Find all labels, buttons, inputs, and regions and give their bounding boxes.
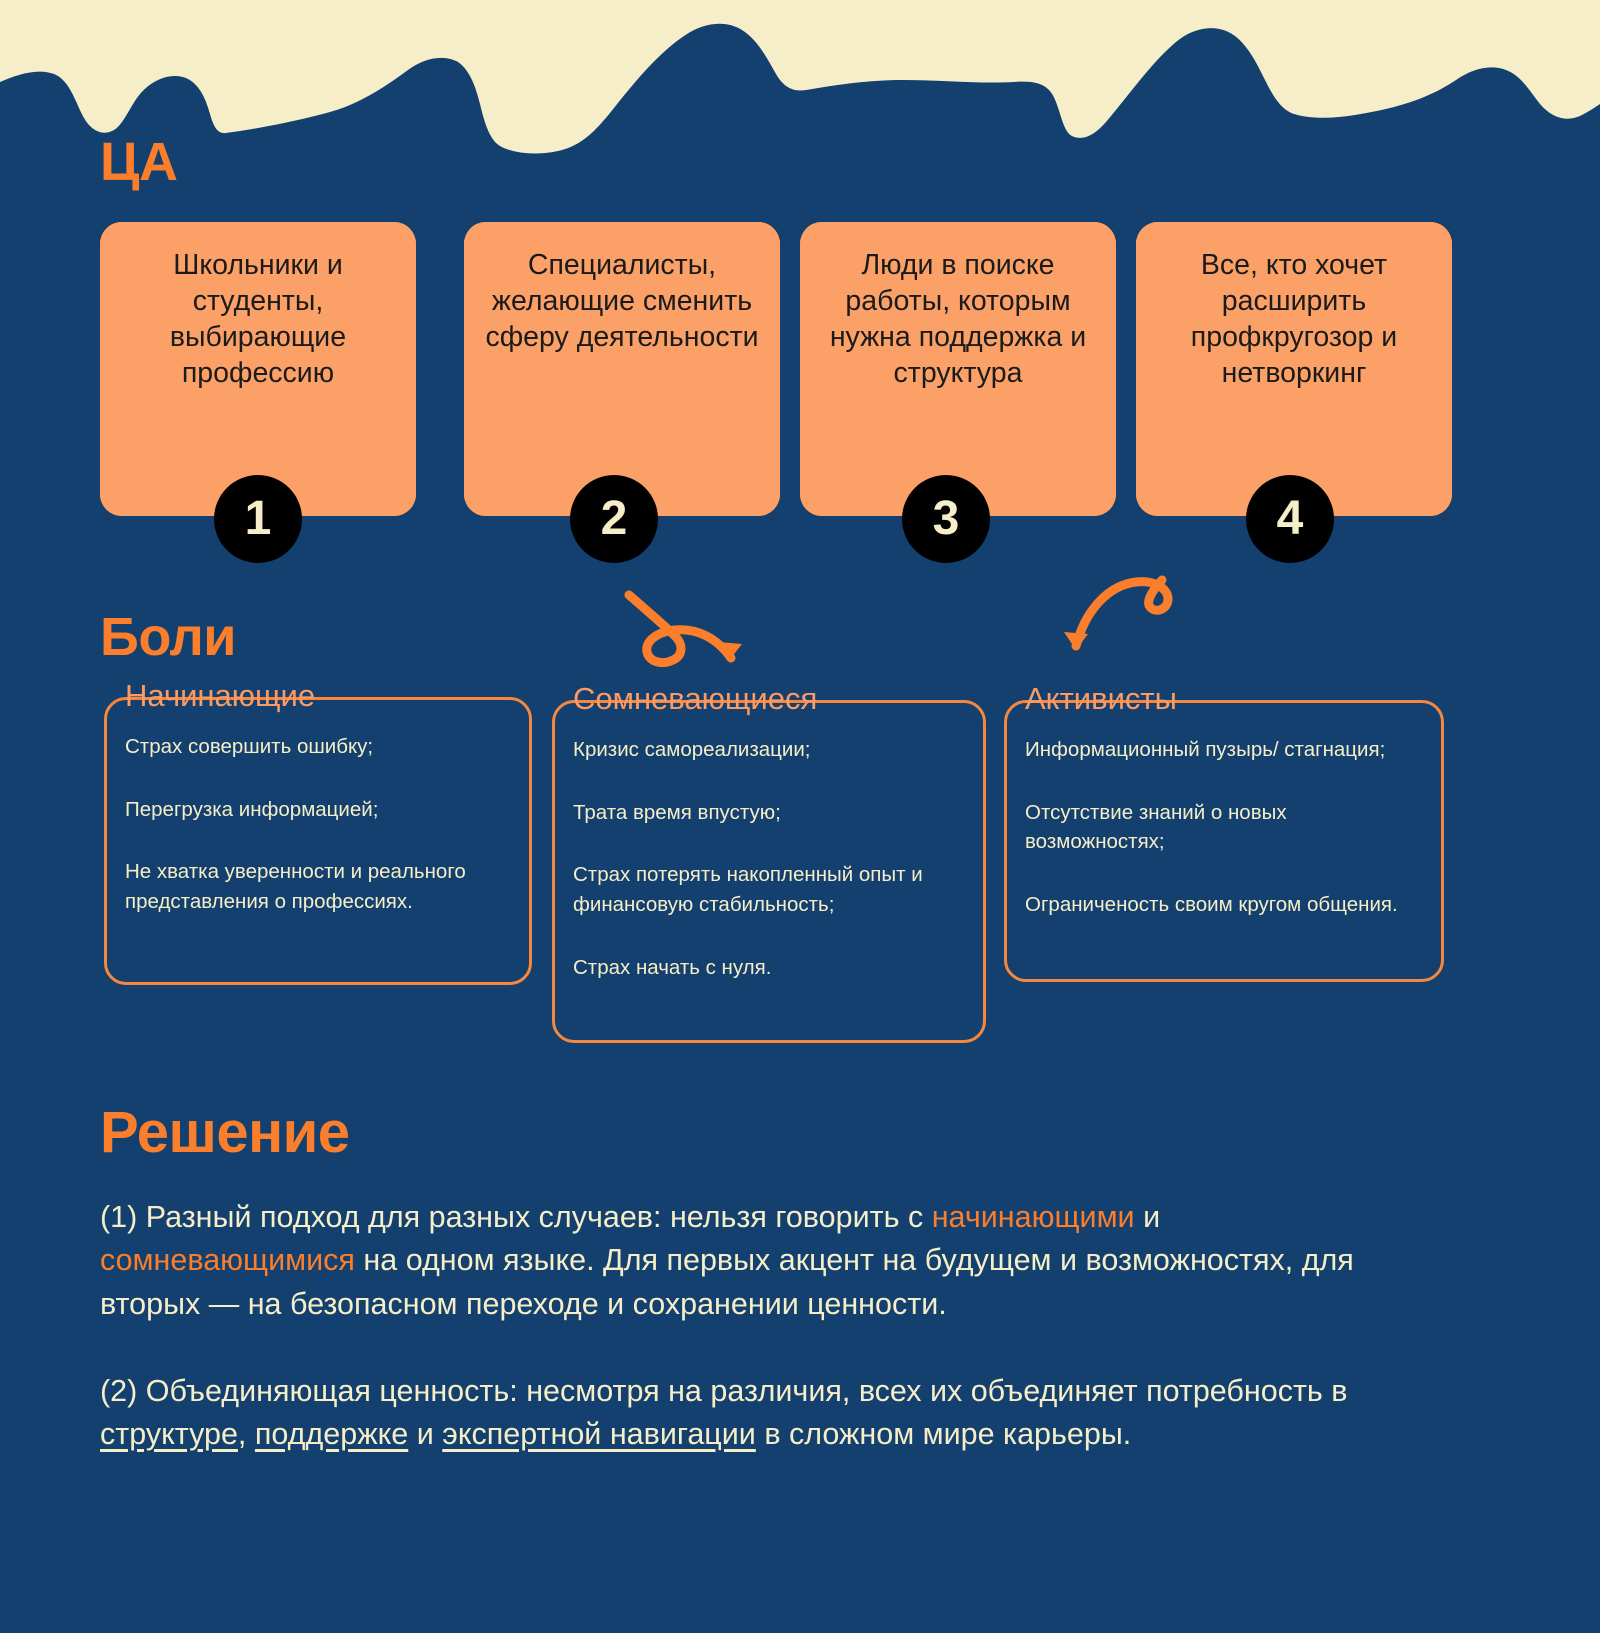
solution-text: и bbox=[1134, 1200, 1161, 1234]
solution-highlight-beginners: начинающими bbox=[931, 1200, 1135, 1234]
pain-item: Страх совершить ошибку; bbox=[125, 735, 374, 758]
pain-box-header: Начинающие bbox=[125, 678, 316, 713]
solution-paragraph-2 bbox=[100, 1370, 1400, 1457]
pain-box-activists bbox=[1004, 681, 1444, 982]
pain-box-beginners bbox=[104, 678, 532, 985]
pain-item: Страх потерять накопленный опыт и финансовую стабильность; bbox=[573, 863, 923, 917]
solution-text: (2) Объединяющая ценность: несмотря на различия, всех их объединяет потребность в bbox=[100, 1373, 1348, 1408]
audience-badge-2: 2 bbox=[570, 475, 658, 563]
solution-text: в сложном мире карьеры. bbox=[755, 1417, 1132, 1452]
audience-card-label: Специалисты, желающие сменить сферу деятельности bbox=[485, 249, 759, 353]
audience-card-row bbox=[100, 222, 1510, 545]
page-title-solution: Решение bbox=[100, 1100, 350, 1165]
pain-item: Отсутствие знаний о новых возможностях; bbox=[1025, 800, 1287, 854]
audience-card-label: Школьники и студенты, выбирающие профессию bbox=[169, 249, 347, 389]
audience-badge-3: 3 bbox=[902, 475, 990, 563]
curly-arrow-icon-1 bbox=[605, 558, 775, 678]
pain-item-list bbox=[125, 732, 515, 917]
audience-card-3[interactable] bbox=[800, 222, 1116, 516]
solution-underline-support: поддержке bbox=[254, 1417, 409, 1452]
pain-box-header: Сомневающиеся bbox=[573, 681, 818, 716]
solution-body bbox=[100, 1196, 1400, 1456]
pain-item-list bbox=[573, 735, 969, 983]
arrow-head-icon bbox=[1064, 632, 1088, 650]
solution-text: на одном языке. Для первых акцент на будущем и возможностях, для вторых — на безопасном переходе и сохранении ценности. bbox=[100, 1243, 1354, 1321]
audience-card-4[interactable] bbox=[1136, 222, 1452, 516]
solution-text: и bbox=[408, 1417, 443, 1452]
solution-highlight-doubters: сомневающимися bbox=[100, 1243, 355, 1278]
pain-item: Трата время впустую; bbox=[573, 800, 781, 824]
curly-arrow-icon-2 bbox=[1050, 558, 1180, 678]
pain-item: Страх начать с нуля. bbox=[573, 955, 772, 979]
pain-box-doubters bbox=[552, 681, 986, 1043]
solution-paragraph-1 bbox=[100, 1196, 1400, 1326]
solution-underline-navigation: экспертной навигации bbox=[442, 1417, 756, 1452]
pain-item-list bbox=[1025, 735, 1427, 920]
audience-card-label: Все, кто хочет расширить профкругозор и нетворкинг bbox=[1190, 249, 1398, 389]
solution-underline-structure: структуре bbox=[100, 1417, 238, 1452]
solution-text: , bbox=[237, 1417, 255, 1452]
page-title-pains: Боли bbox=[100, 607, 236, 667]
pain-item: Не хватка уверенности и реального представления о профессиях. bbox=[125, 860, 466, 914]
audience-badge-4: 4 bbox=[1246, 475, 1334, 563]
pain-item: Информационный пузырь/ стагнация; bbox=[1025, 738, 1386, 761]
audience-card-2[interactable] bbox=[464, 222, 780, 516]
pain-item: Ограниченость своим кругом общения. bbox=[1025, 893, 1398, 917]
audience-card-label: Люди в поиске работы, которым нужна поддержка и структура bbox=[829, 249, 1087, 389]
pain-item: Кризис самореализации; bbox=[573, 738, 811, 761]
pain-item: Перегрузка информацией; bbox=[125, 797, 379, 821]
solution-text: (1) Разный подход для разных случаев: нельзя говорить с bbox=[100, 1200, 932, 1234]
audience-badge-1: 1 bbox=[214, 475, 302, 563]
pain-box-header: Активисты bbox=[1025, 681, 1177, 716]
page-title-audience: ЦА bbox=[100, 132, 178, 192]
audience-card-1[interactable] bbox=[100, 222, 416, 516]
